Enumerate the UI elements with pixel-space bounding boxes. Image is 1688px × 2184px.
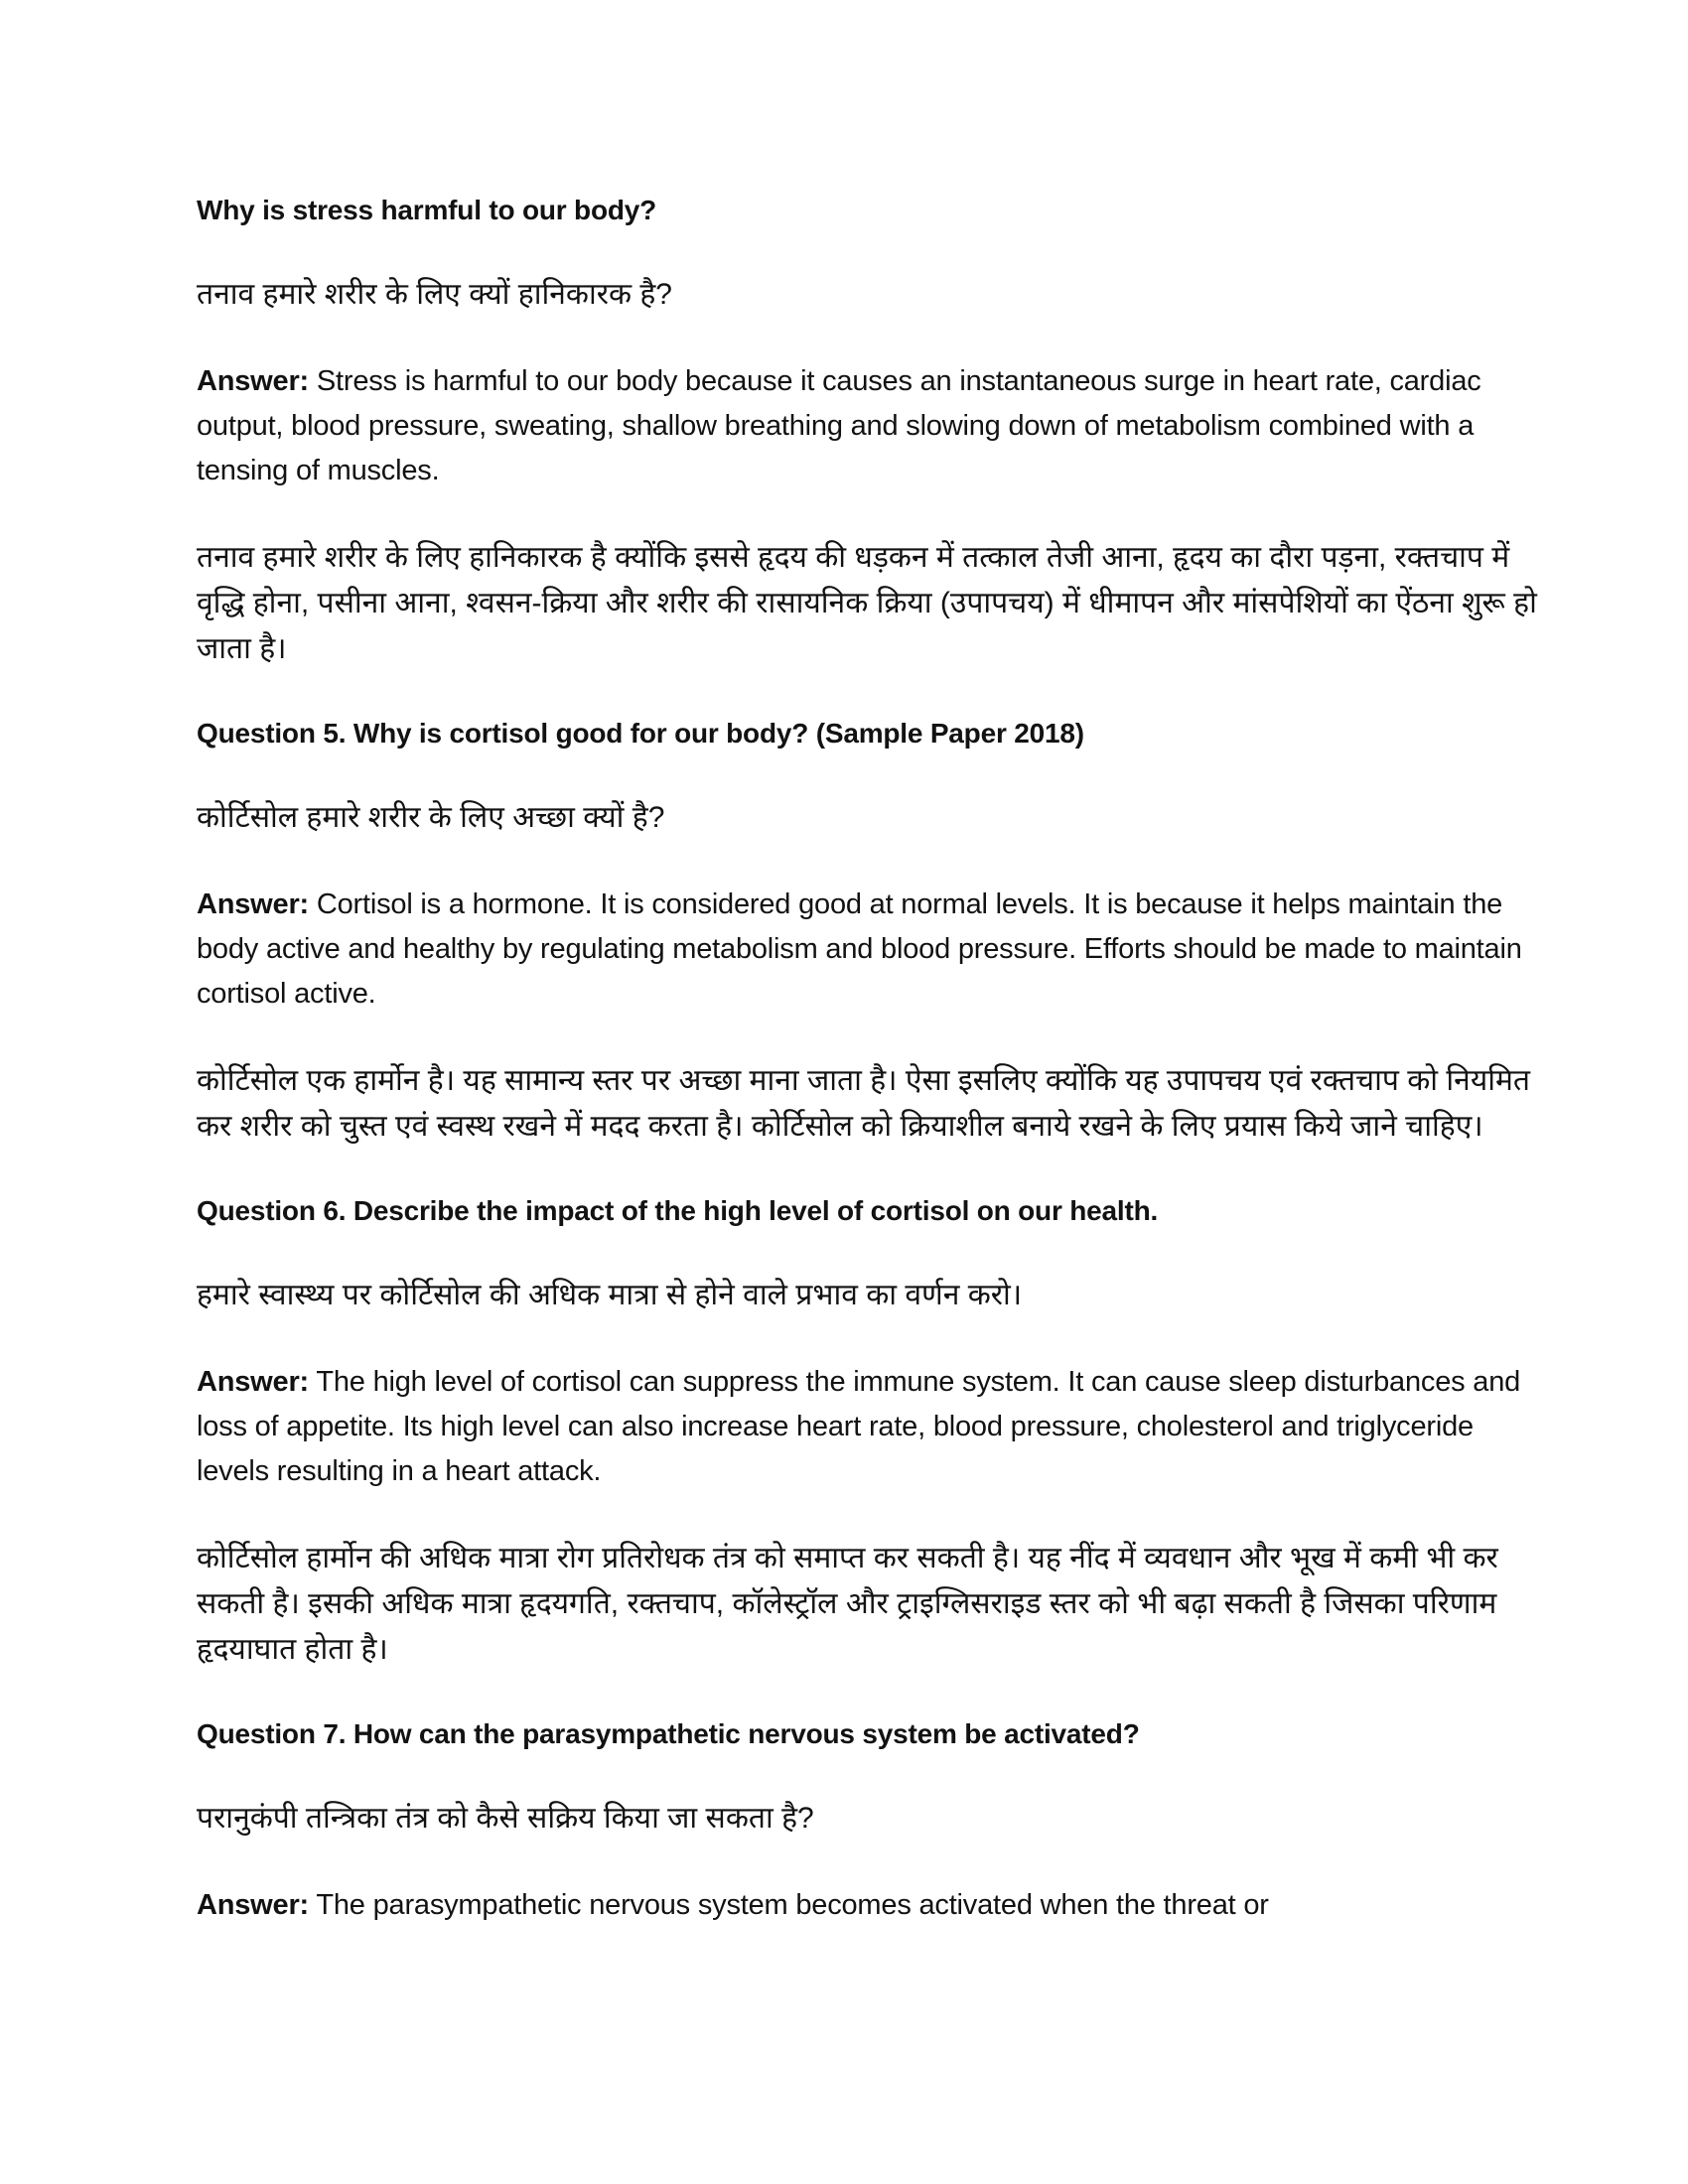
answer-label: Answer: bbox=[197, 888, 310, 920]
question-heading: Why is stress harmful to our body? bbox=[197, 195, 657, 225]
answer-label: Answer: bbox=[197, 1366, 310, 1398]
answer-label: Answer: bbox=[197, 365, 310, 397]
answer-paragraph bbox=[197, 883, 1527, 1017]
answer-text: The parasympathetic nervous system becomes activated when the threat or bbox=[316, 1889, 1269, 1921]
answer-paragraph bbox=[197, 1360, 1527, 1494]
hindi-answer-text: कोर्टिसोल हार्मोन की अधिक मात्रा रोग प्रतिरोधक तंत्र को समाप्त कर सकती है। यह नींद में व्यवधान और भूख में कमी भी कर सकती है। इसकी अधिक मात्रा हृदयगति, रक्तचाप, कॉलेस्ट्रॉल और ट्राइग्लिसराइड स्तर को भी बढ़ा सकती है जिसका परिणाम हृदयाघात होता है। bbox=[197, 1542, 1498, 1666]
hindi-answer-text: कोर्टिसोल एक हार्मोन है। यह सामान्य स्तर पर अच्छा माना जाता है। ऐसा इसलिए क्योंकि यह उपापचय एवं रक्तचाप को नियमित कर शरीर को चुस्त एवं स्वस्थ रखने में मदद करता है। कोर्टिसोल को क्रियाशील बनाये रखने के लिए प्रयास किये जाने चाहिए। bbox=[197, 1064, 1531, 1143]
hindi-question-text: कोर्टिसोल हमारे शरीर के लिए अच्छा क्यों है? bbox=[197, 801, 665, 834]
question-heading: Question 7. How can the parasympathetic nervous system be activated? bbox=[197, 1718, 1140, 1749]
answer-text: The high level of cortisol can suppress the immune system. It can cause sleep disturbances and loss of appetite. Its high level can also increase heart rate, blood pressure, cholesterol and triglyceride levels resulting in a heart attack. bbox=[197, 1366, 1521, 1487]
answer-paragraph bbox=[197, 359, 1527, 493]
answer-label: Answer: bbox=[197, 1889, 310, 1921]
hindi-question-text: तनाव हमारे शरीर के लिए क्यों हानिकारक है? bbox=[197, 278, 672, 311]
question-heading: Question 6. Describe the impact of the high level of cortisol on our health. bbox=[197, 1195, 1159, 1226]
hindi-question-text: हमारे स्वास्थ्य पर कोर्टिसोल की अधिक मात्रा से होने वाले प्रभाव का वर्णन करो। bbox=[197, 1279, 1023, 1311]
hindi-answer-text: तनाव हमारे शरीर के लिए हानिकारक है क्योंकि इससे हृदय की धड़कन में तत्काल तेजी आना, हृदय का दौरा पड़ना, रक्तचाप में वृद्धि होना, पसीना आना, श्वसन-क्रिया और शरीर की रासायनिक क्रिया (उपापचय) में धीमापन और मांसपेशियों का ऐंठना शुरू हो जाता है। bbox=[197, 541, 1537, 665]
answer-text: Cortisol is a hormone. It is considered good at normal levels. It is because it helps maintain the body active and healthy by regulating metabolism and blood pressure. Efforts should be made to maintain cortisol active. bbox=[197, 888, 1522, 1010]
answer-paragraph bbox=[197, 1883, 1527, 1928]
question-heading: Question 5. Why is cortisol good for our body? (Sample Paper 2018) bbox=[197, 718, 1084, 749]
hindi-question-text: परानुकंपी तन्त्रिका तंत्र को कैसे सक्रिय किया जा सकता है? bbox=[197, 1802, 814, 1835]
answer-text: Stress is harmful to our body because it causes an instantaneous surge in heart rate, cardiac output, blood pressure, sweating, shallow breathing and slowing down of metabolism combined with a tensing of muscles. bbox=[197, 365, 1481, 486]
